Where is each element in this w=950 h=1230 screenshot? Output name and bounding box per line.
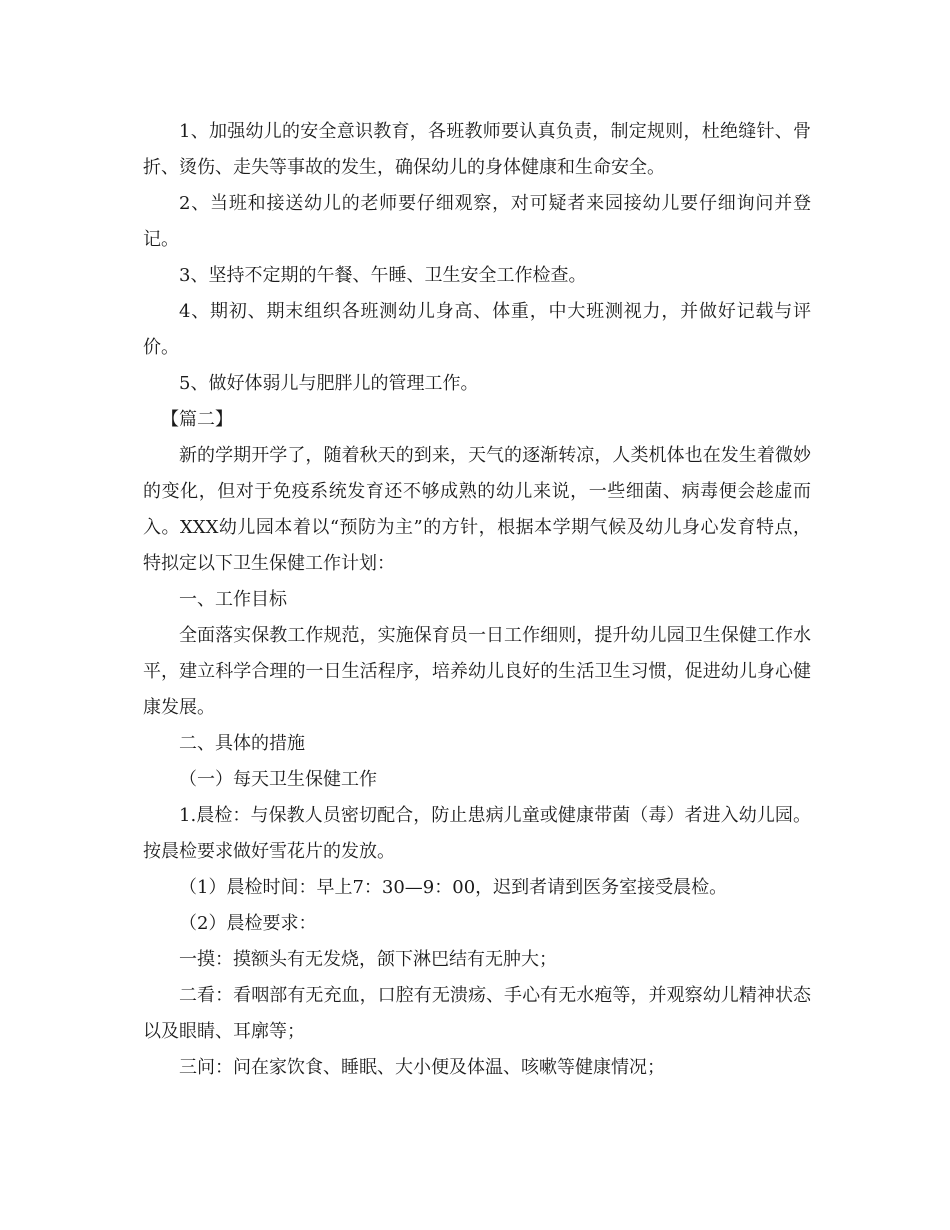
paragraph-touch: 一摸：摸额头有无发烧，颌下淋巴结有无肿大； xyxy=(179,949,557,970)
subheading-daily-work: （一）每天卫生保健工作 xyxy=(179,769,377,790)
paragraph-height-weight-test: 4、期初、期末组织各班测幼儿身高、体重，中大班测视力，并做好记载与评价。 xyxy=(143,301,811,358)
paragraph-check-requirements: （2）晨检要求： xyxy=(179,913,317,934)
paragraph-safety-education: 1、加强幼儿的安全意识教育，各班教师要认真负责，制定规则，杜绝缝针、骨折、烫伤、走失等事故的发生，确保幼儿的身体健康和生命安全。 xyxy=(143,121,811,178)
section-heading-part-two: 【篇二】 xyxy=(161,409,233,430)
paragraph-morning-check: 1.晨检：与保教人员密切配合，防止患病儿童或健康带菌（毒）者进入幼儿园。按晨检要求做好雪花片的发放。 xyxy=(143,805,811,862)
paragraph-ask: 三问：问在家饮食、睡眠、大小便及体温、咳嗽等健康情况； xyxy=(179,1057,665,1078)
heading-work-goals: 一、工作目标 xyxy=(179,589,287,610)
paragraph-weak-obese-management: 5、做好体弱儿与肥胖儿的管理工作。 xyxy=(179,373,479,394)
paragraph-pickup-observation: 2、当班和接送幼儿的老师要仔细观察，对可疑者来园接幼儿要仔细询问并登记。 xyxy=(143,193,811,250)
document-page xyxy=(143,114,811,1086)
paragraph-look: 二看：看咽部有无充血，口腔有无溃疡、手心有无水疱等，并观察幼儿精神状态以及眼睛、耳廓等； xyxy=(143,985,811,1042)
paragraph-work-goals: 全面落实保教工作规范，实施保育员一日工作细则，提升幼儿园卫生保健工作水平，建立科学合理的一日生活程序，培养幼儿良好的生活卫生习惯，促进幼儿身心健康发展。 xyxy=(143,625,811,718)
paragraph-intro: 新的学期开学了，随着秋天的到来，天气的逐渐转凉，人类机体也在发生着微妙的变化，但对于免疫系统发育还不够成熟的幼儿来说，一些细菌、病毒便会趁虚而入。XXX幼儿园本着以“预防为主”的方针，根据本学期气候及幼儿身心发育特点，特拟定以下卫生保健工作计划： xyxy=(143,445,811,574)
heading-specific-measures: 二、具体的措施 xyxy=(179,733,305,754)
paragraph-safety-inspection: 3、坚持不定期的午餐、午睡、卫生安全工作检查。 xyxy=(179,265,587,286)
paragraph-check-time: （1）晨检时间：早上7：30—9：00，迟到者请到医务室接受晨检。 xyxy=(179,877,728,898)
